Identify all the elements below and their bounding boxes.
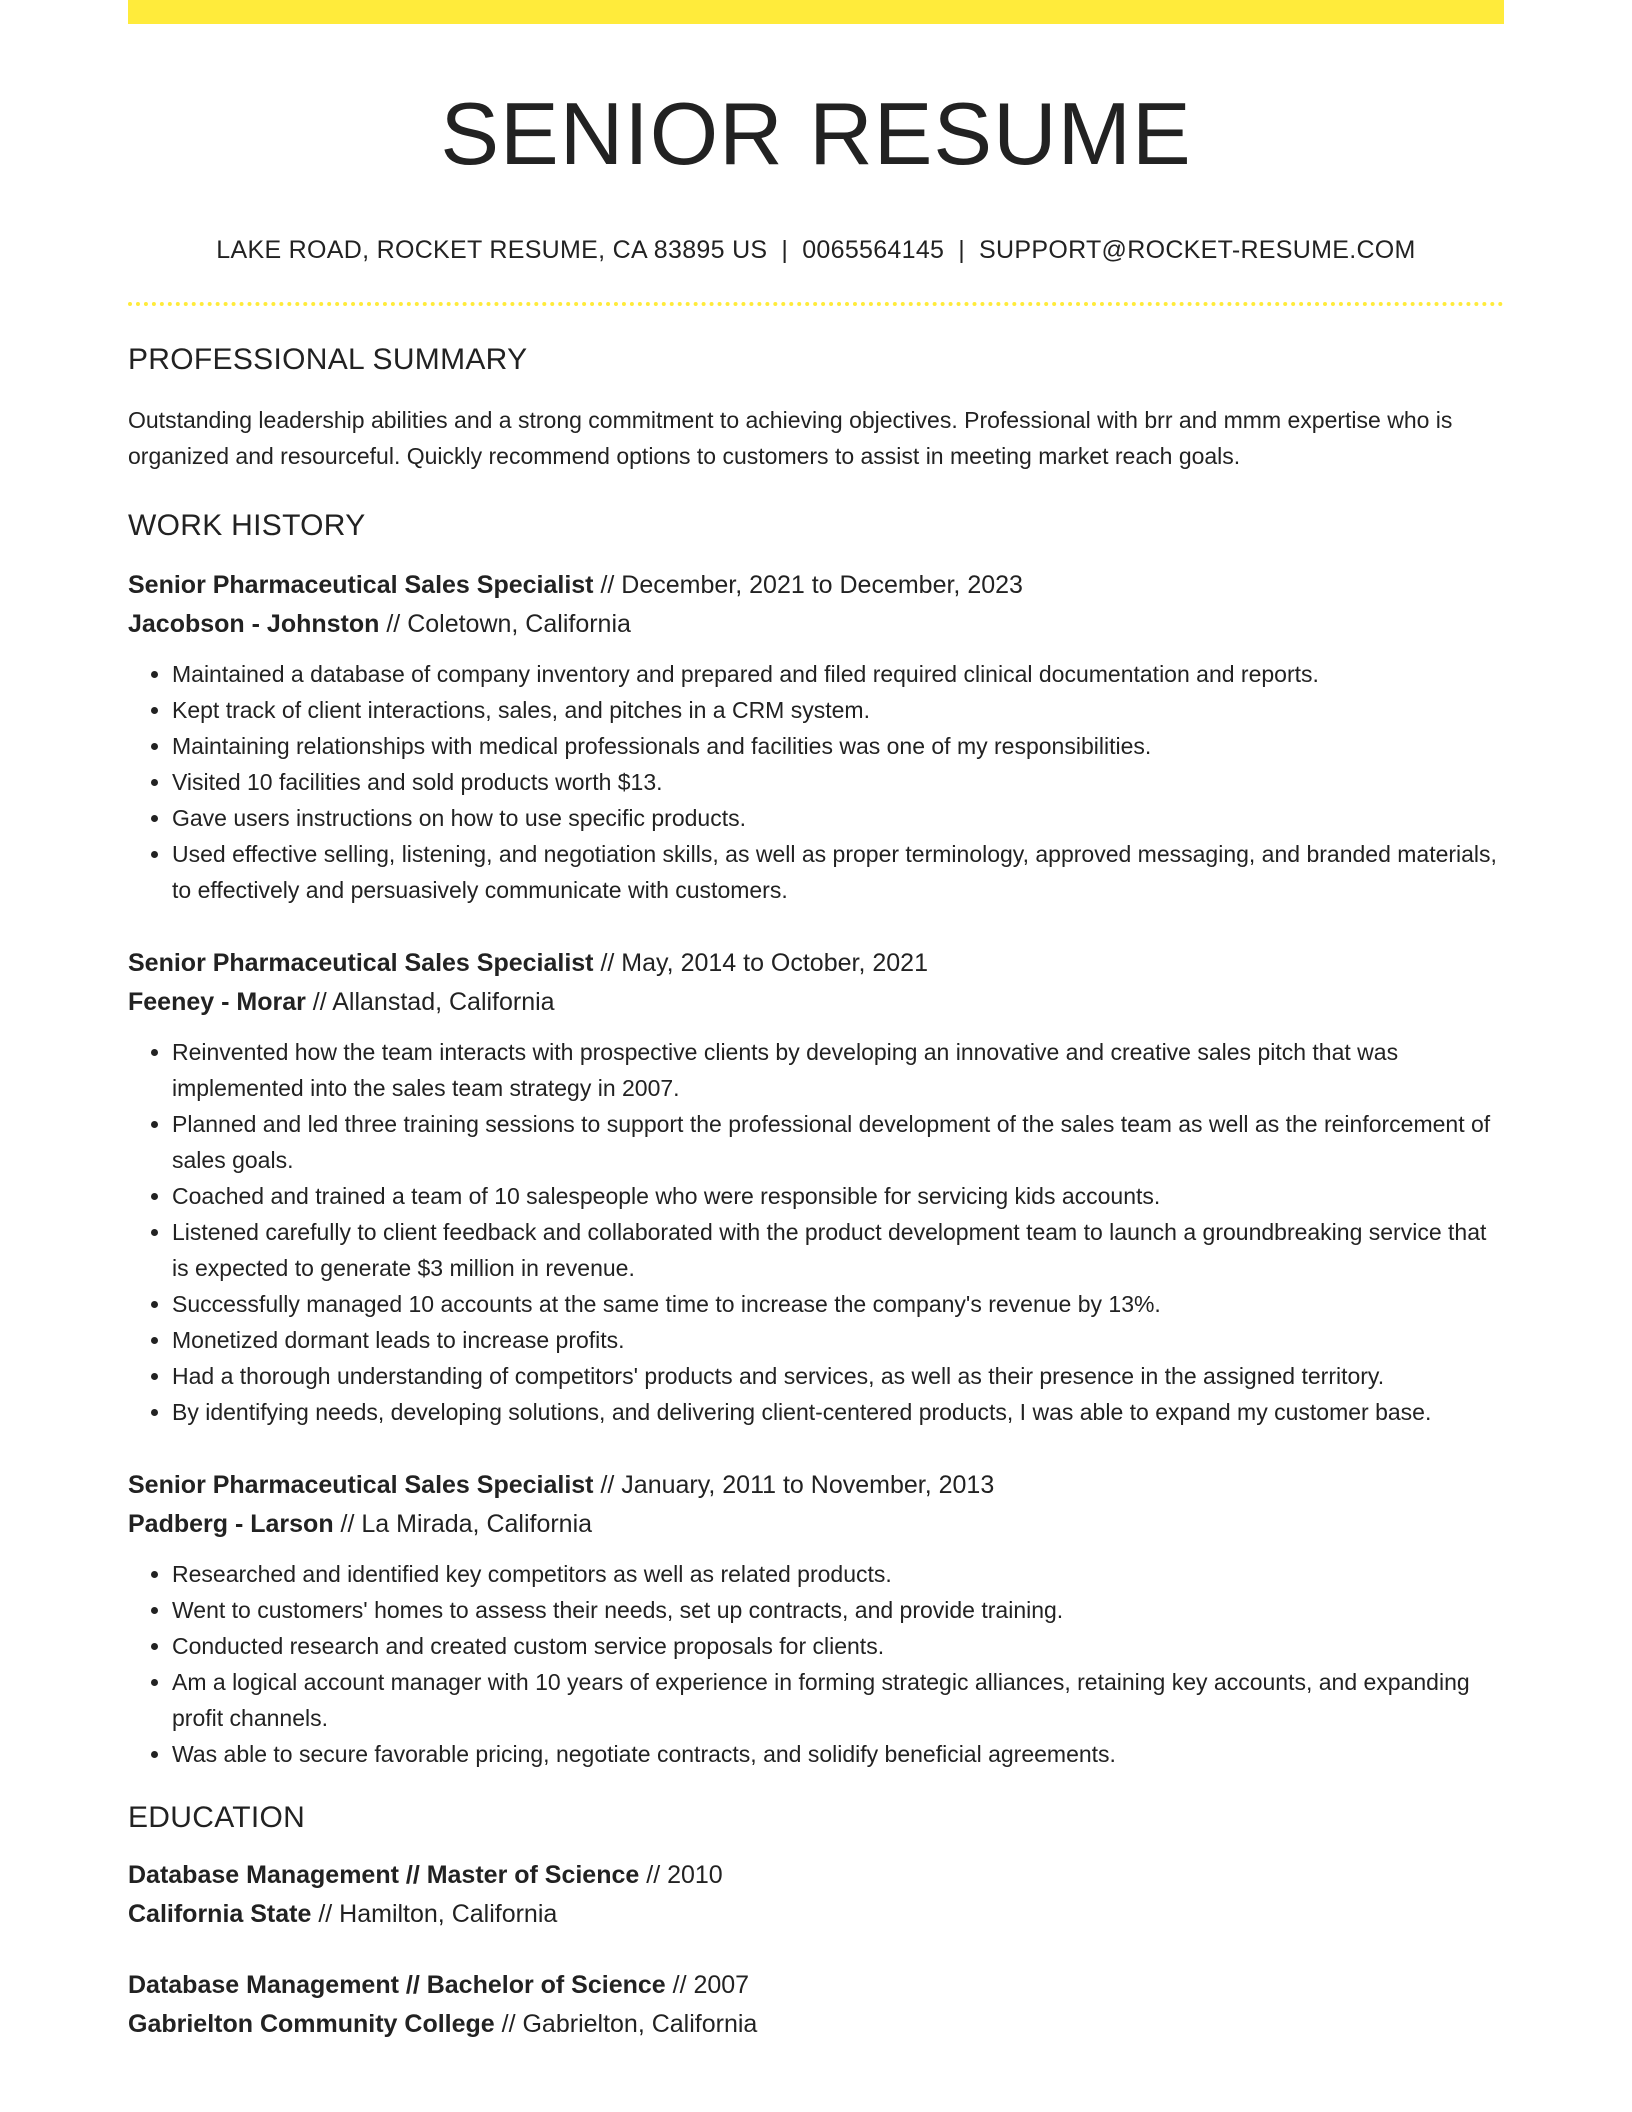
list-item: • By identifying needs, developing solutions, and delivering client-centered products, I was able to expand my customer base. bbox=[172, 1394, 1504, 1430]
education-location: // Hamilton, California bbox=[311, 1900, 558, 1928]
job-location: // Coletown, California bbox=[379, 610, 631, 638]
education-degree-line bbox=[128, 1856, 1504, 1895]
education-school: California State bbox=[128, 1900, 312, 1928]
education-degree: Database Management // Master of Science bbox=[128, 1861, 640, 1889]
education-school-line bbox=[128, 1895, 1504, 1934]
job-dates: // January, 2011 to November, 2013 bbox=[593, 1471, 995, 1499]
list-item: • Successfully managed 10 accounts at the same time to increase the company's revenue by 13%. bbox=[172, 1286, 1504, 1322]
education-list bbox=[128, 1856, 1504, 2044]
list-item: • Maintaining relationships with medical professionals and facilities was one of my responsibilities. bbox=[172, 728, 1504, 764]
job-role: Senior Pharmaceutical Sales Specialist bbox=[128, 949, 594, 977]
section-title-work-history: WORK HISTORY bbox=[128, 509, 366, 542]
job-entry bbox=[128, 944, 1504, 1430]
job-company: Feeney - Morar bbox=[128, 988, 306, 1016]
list-item: • Went to customers' homes to assess their needs, set up contracts, and provide training. bbox=[172, 1592, 1504, 1628]
job-company-line bbox=[128, 983, 1504, 1022]
job-location: // Allanstad, California bbox=[305, 988, 555, 1016]
job-duties-list bbox=[128, 656, 1504, 908]
contact-address: LAKE ROAD, ROCKET RESUME, CA 83895 US bbox=[216, 236, 768, 264]
resume-name: SENIOR RESUME bbox=[440, 84, 1192, 183]
job-role: Senior Pharmaceutical Sales Specialist bbox=[128, 571, 594, 599]
list-item: • Gave users instructions on how to use specific products. bbox=[172, 800, 1504, 836]
job-dates: // December, 2021 to December, 2023 bbox=[593, 571, 1023, 599]
section-title-summary: PROFESSIONAL SUMMARY bbox=[128, 343, 528, 376]
job-entry bbox=[128, 1466, 1504, 1772]
contact-separator: | bbox=[958, 236, 966, 264]
list-item: • Coached and trained a team of 10 salespeople who were responsible for servicing kids accounts. bbox=[172, 1178, 1504, 1214]
resume-page bbox=[128, 0, 1504, 2044]
list-item: • Was able to secure favorable pricing, negotiate contracts, and solidify beneficial agreements. bbox=[172, 1736, 1504, 1772]
contact-separator: | bbox=[781, 236, 789, 264]
contact-line bbox=[128, 234, 1504, 266]
list-item: • Reinvented how the team interacts with prospective clients by developing an innovative and creative sales pitch that was implemented into the sales team strategy in 2007. bbox=[172, 1034, 1504, 1106]
education-location: // Gabrielton, California bbox=[494, 2010, 758, 2038]
list-item: • Planned and led three training sessions to support the professional development of the sales team as well as the reinforcement of sales goals. bbox=[172, 1106, 1504, 1178]
job-company: Padberg - Larson bbox=[128, 1510, 334, 1538]
education-year: // 2010 bbox=[639, 1861, 723, 1889]
summary-text: Outstanding leadership abilities and a strong commitment to achieving objectives. Professional with brr and mmm expertise who is organized and resourceful. Quickly recommend options to customers to assist in meeting market reach goals. bbox=[128, 407, 1453, 469]
top-accent-bar bbox=[128, 0, 1504, 24]
job-role: Senior Pharmaceutical Sales Specialist bbox=[128, 1471, 594, 1499]
education-entry bbox=[128, 1966, 1504, 2044]
education-year: // 2007 bbox=[665, 1971, 750, 1999]
list-item: • Am a logical account manager with 10 years of experience in forming strategic alliances, retaining key accounts, and expanding profit channels. bbox=[172, 1664, 1504, 1736]
list-item: • Listened carefully to client feedback and collaborated with the product development team to launch a groundbreaking service that is expected to generate $3 million in revenue. bbox=[172, 1214, 1504, 1286]
job-dates: // May, 2014 to October, 2021 bbox=[593, 949, 928, 977]
job-location: // La Mirada, California bbox=[333, 1510, 593, 1538]
list-item: • Used effective selling, listening, and negotiation skills, as well as proper terminology, approved messaging, and branded materials, to effectively and persuasively communicate with customers. bbox=[172, 836, 1504, 908]
contact-email: SUPPORT@ROCKET-RESUME.COM bbox=[979, 236, 1416, 264]
list-item: • Kept track of client interactions, sales, and pitches in a CRM system. bbox=[172, 692, 1504, 728]
education-degree-line bbox=[128, 1966, 1504, 2005]
job-entry bbox=[128, 566, 1504, 908]
work-history-list bbox=[128, 566, 1504, 1772]
job-title-line bbox=[128, 1466, 1504, 1505]
list-item: • Researched and identified key competitors as well as related products. bbox=[172, 1556, 1504, 1592]
education-school-line bbox=[128, 2005, 1504, 2044]
job-company-line bbox=[128, 1505, 1504, 1544]
job-title-line bbox=[128, 566, 1504, 605]
job-title-line bbox=[128, 944, 1504, 983]
list-item: • Visited 10 facilities and sold products worth $13. bbox=[172, 764, 1504, 800]
job-duties-list bbox=[128, 1556, 1504, 1772]
list-item: • Monetized dormant leads to increase profits. bbox=[172, 1322, 1504, 1358]
list-item: • Maintained a database of company inventory and prepared and filed required clinical documentation and reports. bbox=[172, 656, 1504, 692]
education-school: Gabrielton Community College bbox=[128, 2010, 495, 2038]
education-entry bbox=[128, 1856, 1504, 1934]
job-company-line bbox=[128, 605, 1504, 644]
section-title-education: EDUCATION bbox=[128, 1801, 306, 1834]
list-item: • Had a thorough understanding of competitors' products and services, as well as their presence in the assigned territory. bbox=[172, 1358, 1504, 1394]
dotted-divider bbox=[128, 302, 1504, 306]
list-item: • Conducted research and created custom service proposals for clients. bbox=[172, 1628, 1504, 1664]
contact-phone: 0065564145 bbox=[802, 236, 945, 264]
job-company: Jacobson - Johnston bbox=[128, 610, 380, 638]
education-degree: Database Management // Bachelor of Science bbox=[128, 1971, 666, 1999]
job-duties-list bbox=[128, 1034, 1504, 1430]
